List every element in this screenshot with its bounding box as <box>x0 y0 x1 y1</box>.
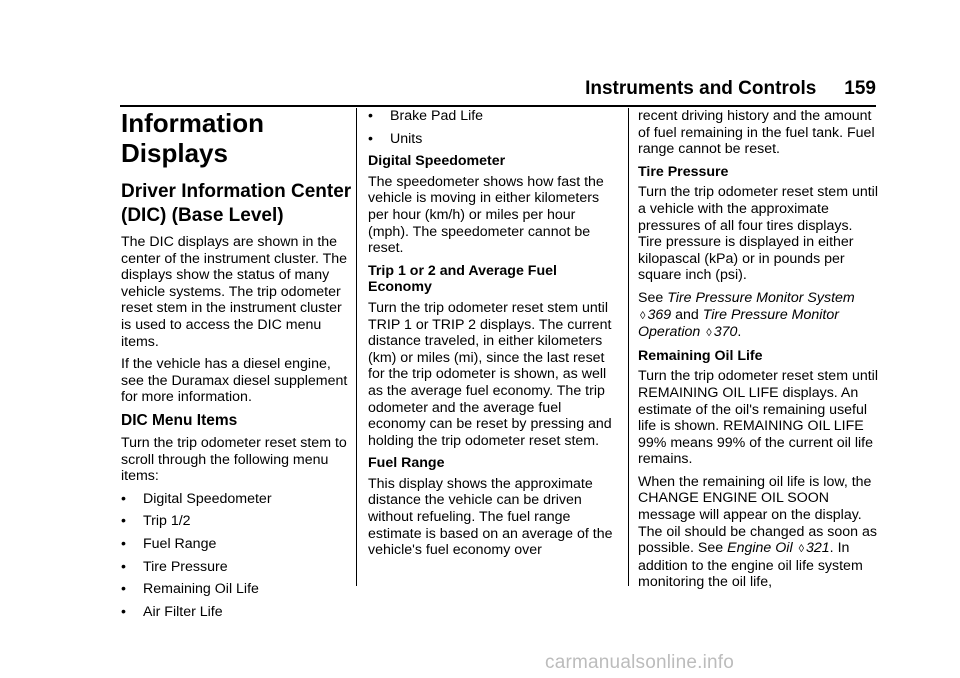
section-title: Instruments and Controls <box>585 78 817 99</box>
paragraph: Turn the trip odometer reset stem until TRIP 1 or TRIP 2 displays. The current distance traveled, in either kilometers (km) or miles (mi), since the last reset for the trip odometer is shown, as well as the average fuel economy. The trip odometer and the average fuel economy can be reset by pressing and holding the trip odometer reset stem. <box>368 299 612 449</box>
bullet-icon: • <box>121 513 126 530</box>
bullet-icon: • <box>368 130 373 147</box>
bullet-icon: • <box>121 558 126 575</box>
header-rule <box>120 105 876 107</box>
column-divider <box>356 108 357 586</box>
column-divider <box>628 108 629 586</box>
bullet-icon: • <box>368 108 373 124</box>
list-item: • Units <box>368 130 423 147</box>
column-3 <box>638 108 878 597</box>
bullet-icon: • <box>121 535 126 552</box>
item-label: Trip 1 or 2 and Average Fuel Economy <box>368 262 557 296</box>
paragraph: If the vehicle has a diesel engine, see the Duramax diesel supplement for more information. <box>121 356 348 406</box>
item-label: Tire Pressure <box>638 163 729 180</box>
paragraph: Turn the trip odometer reset stem to scroll through the following menu items: <box>121 434 347 485</box>
paragraph: The speedometer shows how fast the vehicle is moving in either kilometers per hour (km/h) or miles per hour (mph). The speedometer cannot be reset. <box>368 173 604 257</box>
paragraph: When the remaining oil life is low, the CHANGE ENGINE OIL SOON message will appear on the display. The oil should be changed as soon as possible. See Engine Oil ◊ 321. In addition to the engine oil life system monitoring the oil life, <box>638 473 877 591</box>
page-ref-icon: ◊ <box>640 309 646 322</box>
bullet-icon: • <box>121 603 126 620</box>
item-label: Digital Speedometer <box>368 153 506 170</box>
list-item: • Brake Pad Life <box>368 108 484 124</box>
menu-item-list <box>121 491 353 621</box>
paragraph: recent driving history and the amount of fuel remaining in the fuel tank. Fuel range cannot be reset. <box>638 108 875 158</box>
item-label: Fuel Range <box>368 455 445 472</box>
page-reference[interactable]: 321 <box>806 540 830 557</box>
chapter-heading: Information Displays <box>121 108 264 168</box>
list-item: • Remaining Oil Life <box>121 581 259 598</box>
page-number: 159 <box>844 78 876 99</box>
cross-reference-paragraph: See Tire Pressure Monitor System ◊ 369 and Tire Pressure Monitor Operation ◊ 370. <box>638 289 855 341</box>
item-label: Remaining Oil Life <box>638 347 763 364</box>
cross-reference-link[interactable]: Tire Pressure Monitor System <box>667 289 855 306</box>
page-reference[interactable]: 370 <box>713 324 738 341</box>
list-item: • Air Filter Life <box>121 603 223 620</box>
list-item: • Digital Speedometer <box>121 490 272 507</box>
paragraph: This display shows the approximate distance the vehicle can be driven without refueling. The fuel range estimate is based on an average of the vehicle's fuel economy over <box>368 475 613 559</box>
paragraph: Turn the trip odometer reset stem until REMAINING OIL LIFE displays. An estimate of the oil's remaining useful life is shown. REMAINING OIL LIFE 99% means 99% of the current oil life remains. <box>638 368 878 468</box>
list-item: • Fuel Range <box>121 535 217 552</box>
subsection-heading: DIC Menu Items <box>121 411 238 429</box>
page-ref-icon: ◊ <box>706 327 712 340</box>
page-reference[interactable]: 369 <box>647 306 672 323</box>
page-header <box>0 78 876 100</box>
section-heading: Driver Information Center (DIC) (Base Level) <box>121 181 352 226</box>
watermark: carmanualsonline.info <box>545 652 735 673</box>
cross-reference-link[interactable]: Tire Pressure Monitor Operation <box>638 306 839 341</box>
page-ref-icon: ◊ <box>798 543 804 556</box>
list-item: • Trip 1/2 <box>121 513 191 530</box>
bullet-icon: • <box>121 581 126 598</box>
bullet-icon: • <box>121 490 126 507</box>
paragraph: The DIC displays are shown in the center of the instrument cluster. The displays show the status of many vehicle systems. The trip odometer reset stem in the instrument cluster is used to access the DIC menu items. <box>121 234 348 350</box>
cross-reference-link[interactable]: Engine Oil <box>727 540 793 557</box>
menu-item-list <box>368 108 616 147</box>
list-item: • Tire Pressure <box>121 558 228 575</box>
paragraph: Turn the trip odometer reset stem until a vehicle with the approximate pressures of all four tires displays. Tire pressure is displayed in either kilopascal (kPa) or in pounds per square inch (psi). <box>638 184 878 284</box>
column-1 <box>121 108 353 626</box>
column-2 <box>368 108 616 565</box>
